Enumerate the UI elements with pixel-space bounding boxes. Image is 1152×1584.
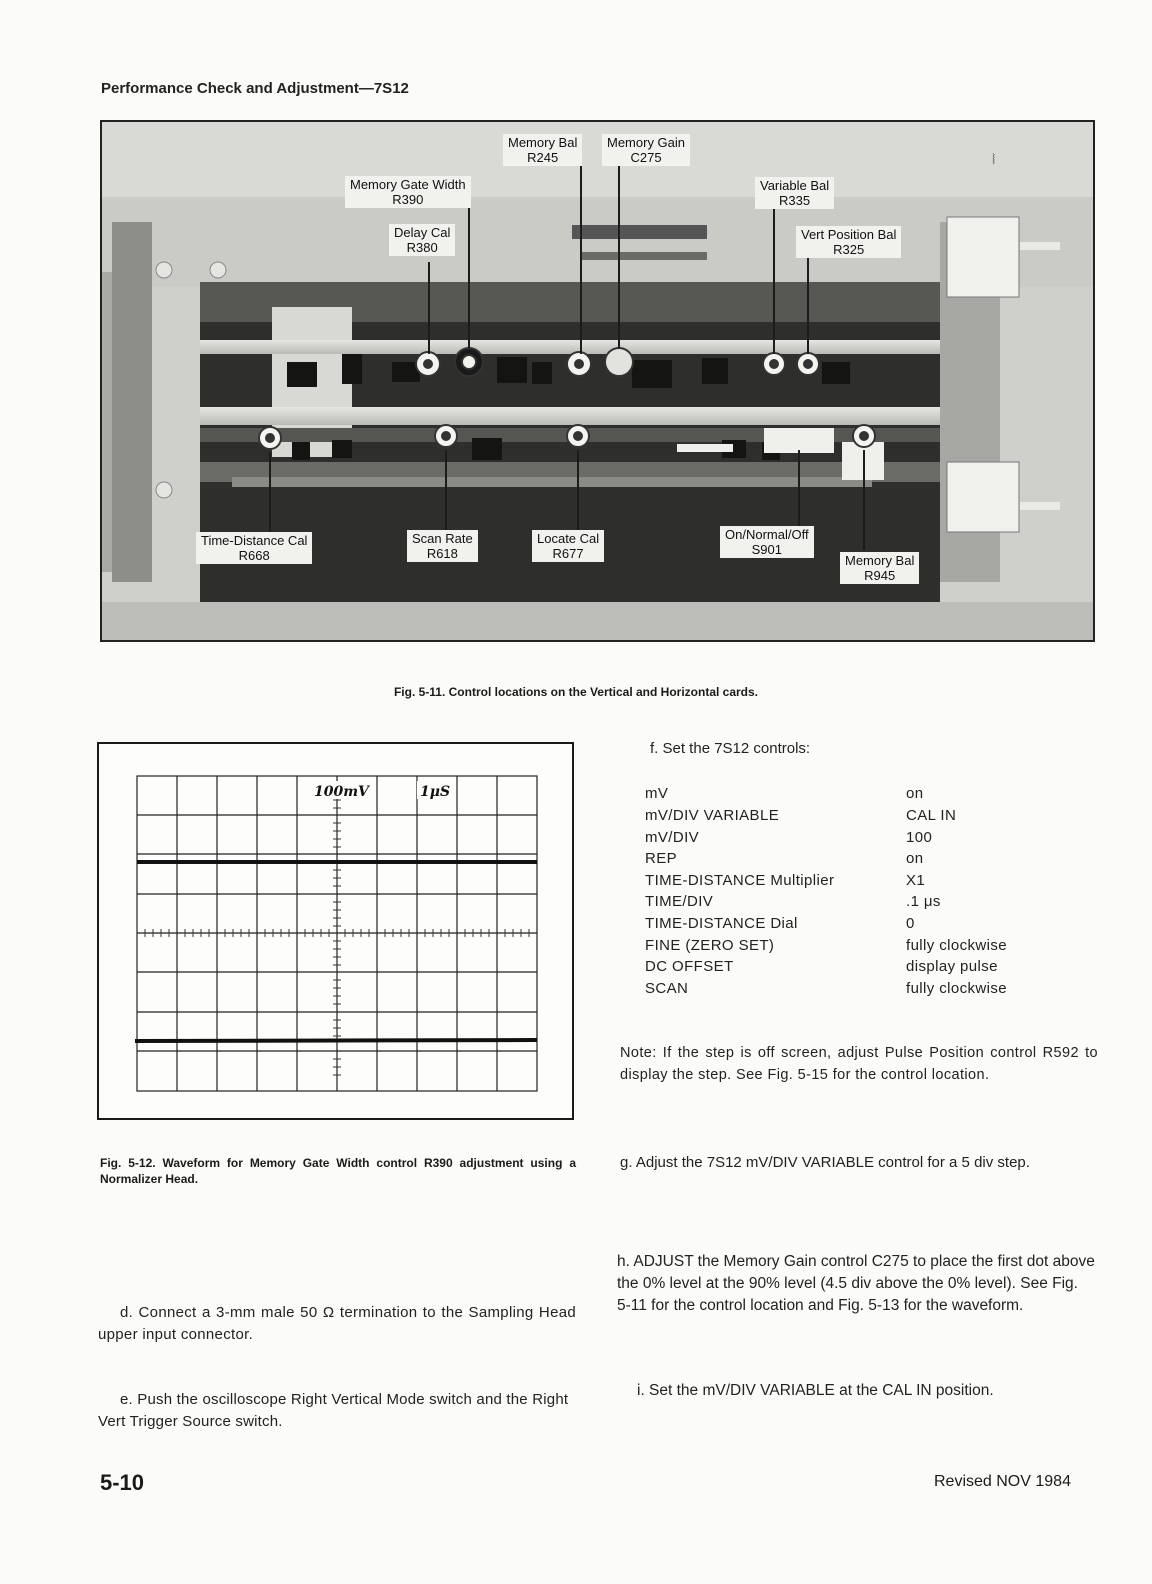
callout-name: Memory Bal (845, 553, 915, 568)
callout-on-normal-off-s901 (720, 526, 814, 558)
page-number: 5-10 (100, 1470, 145, 1495)
step-h: h. ADJUST the Memory Gain control C275 to place the first dot above the 0% level at the 90% level (4.5 div above the 0% level). See Fig. 5-11 for the control location and Fig. 5-13 for the waveform. (617, 1253, 1095, 1314)
control-value: 100 (906, 829, 933, 846)
callout-name: Delay Cal (394, 225, 451, 240)
callout-vert-position-bal-r325 (796, 226, 901, 258)
callout-name: Variable Bal (760, 178, 830, 193)
control-value: fully clockwise (906, 937, 1008, 954)
scope-volts-per-div-readout: 100mV (314, 784, 369, 800)
leader-line (577, 450, 579, 532)
leader-line (269, 452, 271, 532)
fig-5-11-photo (100, 120, 1095, 642)
control-value: display pulse (906, 958, 998, 975)
callout-ref: R677 (552, 546, 584, 561)
leader-line (618, 166, 620, 348)
note-pulse-position: Note: If the step is off screen, adjust Pulse Position control R592 to display the step. See Fig. 5-15 for the control location. (620, 1045, 1098, 1083)
callout-ref: R245 (527, 150, 559, 165)
running-header: Performance Check and Adjustment—7S12 (101, 80, 409, 97)
control-value: on (906, 785, 924, 802)
control-name: TIME-DISTANCE Multiplier (645, 872, 835, 889)
scope-time-per-div-readout: 1μS (420, 784, 451, 800)
control-value: CAL IN (906, 807, 957, 824)
svg-text:⧘: ⧘ (992, 151, 996, 168)
step-i: i. Set the mV/DIV VARIABLE at the CAL IN position. (637, 1382, 994, 1399)
control-name: TIME-DISTANCE Dial (645, 915, 798, 932)
control-name: DC OFFSET (645, 958, 734, 975)
leader-line (468, 204, 470, 348)
callout-name: Memory Gain (607, 135, 686, 150)
callout-name: Locate Cal (537, 531, 600, 546)
callout-ref: C275 (630, 150, 662, 165)
callout-name: Memory Bal (508, 135, 578, 150)
callout-locate-cal-r677 (532, 530, 604, 562)
control-value: fully clockwise (906, 980, 1008, 997)
callout-ref: R945 (864, 568, 896, 583)
control-name: SCAN (645, 980, 689, 997)
callout-ref: R390 (392, 192, 424, 207)
leader-line (445, 450, 447, 532)
leader-line (863, 450, 865, 550)
step-f-intro: f. Set the 7S12 controls: (650, 740, 811, 757)
callout-memory-bal-r245 (503, 134, 582, 166)
circuit-card-photo-illustration (102, 122, 1095, 642)
revision-date: Revised NOV 1984 (934, 1473, 1071, 1490)
callout-memory-gate-width-r390 (345, 176, 471, 208)
leader-line (773, 207, 775, 354)
fig-5-12-scope-display (97, 742, 574, 1120)
callout-ref: R668 (238, 548, 270, 563)
callout-variable-bal-r335 (755, 177, 834, 209)
scope-graticule (99, 744, 572, 1118)
leader-line (428, 262, 430, 354)
callout-ref: R618 (426, 546, 458, 561)
callout-ref: R325 (833, 242, 865, 257)
control-name: mV (645, 785, 669, 802)
step-d: d. Connect a 3-mm male 50 Ω termination to the Sampling Head upper input connector. (98, 1304, 576, 1343)
leader-line (580, 166, 582, 354)
callout-name: Memory Gate Width (350, 177, 466, 192)
control-name: TIME/DIV (645, 893, 714, 910)
callout-time-distance-cal-r668 (196, 532, 312, 564)
step-g: g. Adjust the 7S12 mV/DIV VARIABLE control for a 5 div step. (620, 1154, 1030, 1171)
callout-name: Vert Position Bal (801, 227, 897, 242)
control-value: .1 μs (906, 893, 941, 910)
callout-ref: R335 (779, 193, 811, 208)
leader-line (807, 257, 809, 354)
leader-line (798, 450, 800, 530)
control-value: 0 (906, 915, 915, 932)
fig-5-11-caption: Fig. 5-11. Control locations on the Vertical and Horizontal cards. (393, 685, 759, 699)
step-e: e. Push the oscilloscope Right Vertical Mode switch and the Right Vert Trigger Source switch. (98, 1391, 569, 1430)
control-value: on (906, 850, 924, 867)
callout-name: On/Normal/Off (725, 527, 809, 542)
callout-ref: R380 (406, 240, 438, 255)
waveform-bottom-trace (135, 1040, 537, 1041)
callout-ref: S901 (751, 542, 782, 557)
control-name: mV/DIV (645, 829, 700, 846)
control-name: mV/DIV VARIABLE (645, 807, 780, 824)
fig-5-12-caption: Fig. 5-12. Waveform for Memory Gate Width control R390 adjustment using a Normalizer Head. (100, 1156, 576, 1186)
control-name: FINE (ZERO SET) (645, 937, 775, 954)
control-name: REP (645, 850, 678, 867)
callout-delay-cal-r380 (389, 224, 455, 256)
callout-scan-rate-r618 (407, 530, 478, 562)
callout-memory-gain-c275 (602, 134, 690, 166)
callout-memory-bal-r945 (840, 552, 919, 584)
control-value: X1 (906, 872, 926, 889)
callout-name: Time-Distance Cal (201, 533, 308, 548)
callout-name: Scan Rate (412, 531, 473, 546)
